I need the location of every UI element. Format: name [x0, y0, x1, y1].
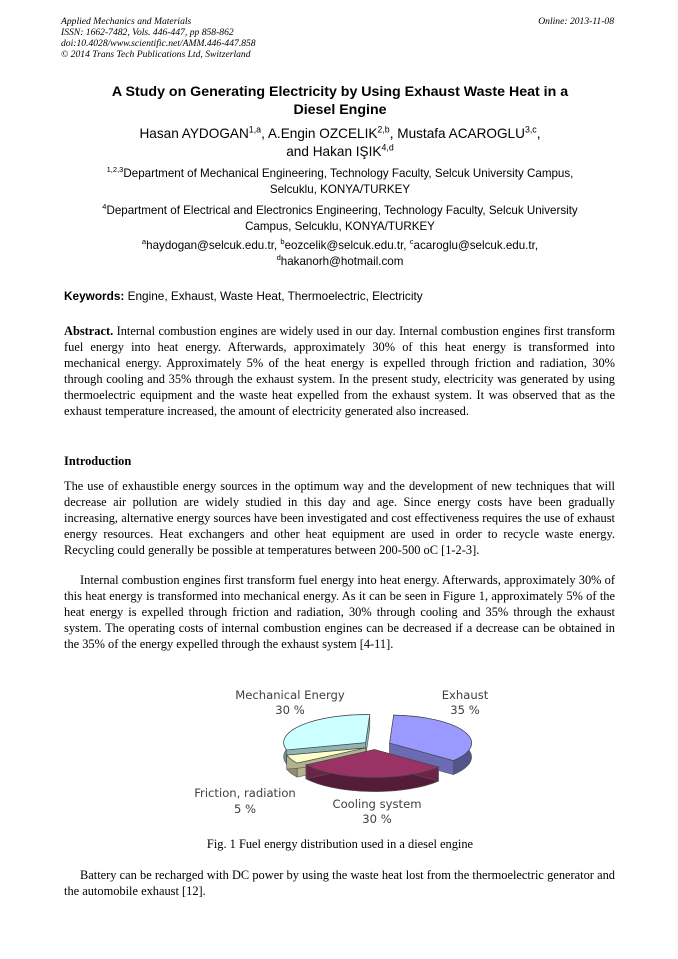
title-line-1: A Study on Generating Electricity by Using Exhaust Waste Heat in a: [111, 84, 569, 100]
value-exhaust: 35 %: [450, 703, 480, 717]
pie-slices: [284, 715, 472, 792]
copyright: © 2014 Trans Tech Publications Ltd, Switzerland: [61, 49, 251, 60]
affiliation-1-line-2: Selcuklu, KONYA/TURKEY: [269, 183, 411, 196]
battery-paragraph: Battery can be recharged with DC power by using the waste heat lost from the thermoelectric generator and the automobile exhaust [12].: [64, 868, 615, 898]
figure-caption: Fig. 1 Fuel energy distribution used in a diesel engine: [206, 837, 474, 851]
intro-paragraph-1: The use of exhaustible energy sources in the optimum way and the development of new techniques that will decrease air pollution are widely studied in this day and age. Since energy costs have been gradually increasing, alternative energy sources have been investigated and cost effectiveness requires the use of exhaust energy resources. Heat exchangers and other heat equipment are used in order to recycle waste energy. Recycling could generally be possible at temperatures between 200-500 oC [1-2-3].: [64, 479, 615, 557]
label-exhaust: Exhaust: [441, 688, 489, 702]
author-2-sup: 2,b: [377, 124, 390, 135]
email-c-sup: c: [409, 237, 414, 247]
abstract-label: Abstract.: [64, 324, 114, 338]
email-c: acaroglu@selcuk.edu.tr,: [413, 239, 539, 252]
email-b: eozcelik@selcuk.edu.tr,: [284, 239, 410, 252]
online-date: Online: 2013-11-08: [538, 16, 614, 27]
affiliation-2-line-2: Campus, Selcuklu, KONYA/TURKEY: [245, 220, 435, 233]
label-mechanical-energy: Mechanical Energy: [235, 688, 345, 702]
keywords: [64, 289, 616, 303]
email-b-sup: b: [280, 237, 285, 247]
keywords-label: Keywords:: [64, 289, 125, 303]
affiliation-1-line-1: Department of Mechanical Engineering, Technology Faculty, Selcuk University Campus,: [123, 167, 574, 180]
author-2: , A.Engin OZCELIK: [261, 126, 378, 141]
pie-chart: [185, 682, 505, 832]
email-a-sup: a: [141, 237, 147, 247]
journal-name: Applied Mechanics and Materials: [61, 16, 192, 27]
affiliation-2: [60, 203, 620, 235]
affiliation-2-line-1: Department of Electrical and Electronics Engineering, Technology Faculty, Selcuk University: [106, 204, 578, 217]
title-line-2: Diesel Engine: [293, 102, 387, 118]
affiliation-2-sup: 4: [102, 202, 107, 212]
author-4-sup: 4,d: [381, 142, 394, 153]
abstract-text: Internal combustion engines are widely used in our day. Internal combustion engines first transform fuel energy into heat energy. Afterwards, approximately 30% of this heat energy is transformed into mechanical energy. Approximately 5% of the heat energy is expelled through friction and radiation, 30% through cooling and 35% through the exhaust system. In the present study, electricity was generated by using thermoelectric equipment and the waste heat expelled from the exhaust system. It was observed that as the exhaust temperature increased, the amount of electricity generated also increased.: [64, 324, 615, 418]
author-4: and Hakan IŞIK: [286, 144, 382, 159]
abstract: [64, 323, 615, 419]
keywords-text: Engine, Exhaust, Waste Heat, Thermoelectric, Electricity: [124, 289, 423, 303]
label-friction-radiation: Friction, radiation: [194, 786, 296, 800]
affiliation-1: [60, 166, 620, 198]
email-d-sup: d: [276, 253, 281, 263]
value-cooling-system: 30 %: [362, 812, 392, 826]
author-3: , Mustafa ACAROGLU: [389, 126, 525, 141]
email-d: hakanorh@hotmail.com: [280, 255, 404, 268]
introduction-heading: Introduction: [64, 454, 132, 468]
email-a: haydogan@selcuk.edu.tr,: [146, 239, 281, 252]
affiliation-1-sup: 1,2,3: [106, 165, 124, 175]
emails: [60, 238, 620, 270]
journal-header: [61, 16, 614, 60]
author-1: Hasan AYDOGAN: [139, 126, 249, 141]
value-friction-radiation: 5 %: [233, 802, 257, 816]
author-3-sup: 3,c: [524, 124, 537, 135]
value-mechanical-energy: 30 %: [275, 703, 305, 717]
author-3-comma: ,: [536, 126, 541, 141]
label-cooling-system: Cooling system: [332, 797, 422, 811]
author-1-sup: 1,a: [248, 124, 262, 135]
paper-title: [60, 83, 620, 119]
intro-paragraph-2: Internal combustion engines first transform fuel energy into heat energy. Afterwards, approximately 30% of this heat energy is transformed into mechanical energy. As it can be seen in Figure 1, approximately 5% of the heat energy is expelled through friction and radiation, 30% through cooling and 35% through the exhaust system. The operating costs of internal combustion engines can be decreased if a decrease can be obtained in the 35% of the energy expelled through the exhaust system [4-11].: [64, 573, 615, 651]
doi: doi:10.4028/www.scientific.net/AMM.446-447.858: [61, 38, 256, 49]
authors: [60, 125, 620, 161]
issn: ISSN: 1662-7482, Vols. 446-447, pp 858-862: [61, 27, 234, 38]
